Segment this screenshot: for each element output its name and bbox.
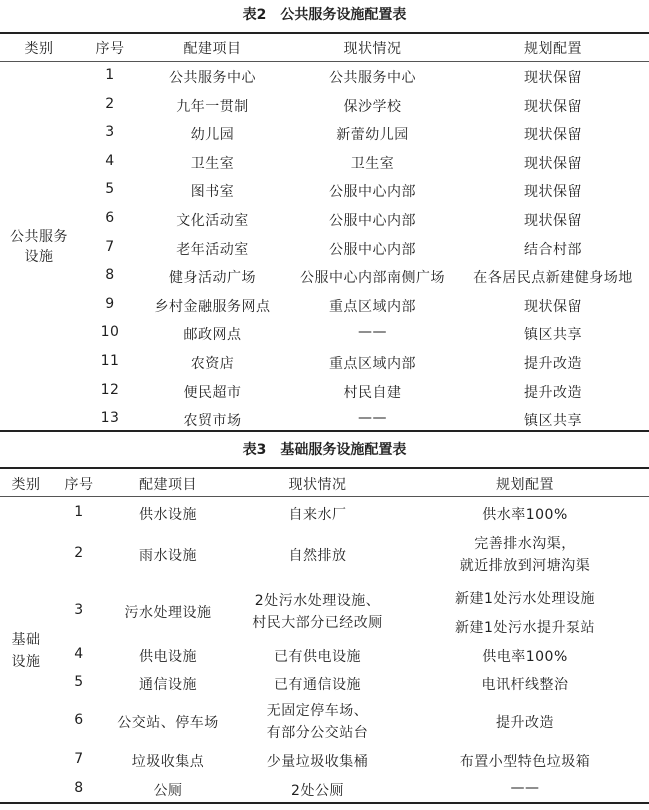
table3-header-number: 序号 [64, 477, 94, 493]
table2-category-line1: 公共服务 [10, 229, 68, 245]
table2-cell-number: 6 [105, 210, 115, 226]
table2-top-rule [0, 32, 649, 34]
table3-cell-plan: —— [510, 780, 540, 796]
table2-cell-status: —— [358, 324, 387, 341]
table3-cell-item: 垃圾收集点 [131, 754, 205, 770]
table2-cell-plan: 现状保留 [524, 213, 582, 229]
table2-cell-item: 公共服务中心 [169, 70, 256, 86]
table2-category-line2: 设施 [24, 249, 54, 265]
table2-cell-number: 12 [100, 381, 120, 398]
table2-cell-number: 11 [100, 353, 120, 369]
table2-cell-item: 乡村金融服务网点 [154, 298, 271, 315]
table2-cell-item: 便民超市 [183, 384, 242, 401]
table3-cell-number: 3 [74, 602, 84, 618]
table2-cell-status: 公服中心内部南侧广场 [300, 270, 445, 287]
table2-cell-status: 卫生室 [350, 155, 395, 172]
table3-cell-plan: 完善排水沟渠， [474, 536, 576, 552]
table2-header-item: 配建项目 [183, 41, 242, 57]
table2-header-number: 序号 [95, 41, 125, 57]
table3-title: 表3 基础服务设施配置表 [242, 442, 407, 458]
table2-cell-plan: 提升改造 [524, 384, 582, 401]
table2-cell-plan: 结合村部 [524, 241, 582, 258]
table3-cell-item: 公厕 [153, 783, 183, 799]
table2-cell-plan: 镇区共享 [524, 327, 582, 344]
table2-cell-status: 重点区域内部 [329, 356, 416, 372]
table2-cell-item: 老年活动室 [176, 241, 249, 258]
table3-cell-status: 自来水厂 [288, 507, 347, 523]
table2-cell-plan: 现状保留 [524, 70, 582, 86]
table3-cell-plan: 供水率100% [482, 507, 568, 523]
table2-cell-item: 卫生室 [190, 155, 235, 172]
table3-category-line1: 基础 [11, 632, 41, 648]
table3-cell-status: 有部分公交站台 [266, 725, 369, 741]
table3-header-item: 配建项目 [139, 477, 197, 493]
table2-cell-status: 重点区域内部 [329, 298, 416, 315]
table3-cell-status: 2处污水处理设施、 [254, 593, 381, 609]
table2-cell-plan: 现状保留 [524, 127, 582, 144]
table2-cell-number: 13 [100, 410, 120, 427]
table3-category-line2: 设施 [11, 654, 41, 670]
table2-cell-status: 公服中心内部 [329, 241, 416, 258]
table3-cell-item: 通信设施 [139, 677, 197, 693]
table2-cell-status: 公服中心内部 [329, 213, 416, 229]
table3-cell-item: 雨水设施 [139, 548, 197, 564]
table2-cell-item: 九年一贯制 [176, 98, 249, 115]
table2-cell-number: 9 [105, 295, 115, 312]
table3-cell-number: 8 [74, 780, 84, 796]
table2-cell-status: 新蕾幼儿园 [336, 127, 409, 144]
table3-cell-number: 6 [74, 712, 84, 728]
table3-cell-number: 4 [74, 646, 84, 662]
table3-cell-plan: 布置小型特色垃圾箱 [459, 754, 591, 770]
table2-header-category: 类别 [24, 41, 54, 57]
table2-cell-number: 8 [105, 267, 115, 284]
table3-header-status: 现状情况 [288, 477, 347, 493]
table3-cell-plan: 供电率100% [482, 649, 568, 665]
table3-cell-status: 村民大部分已经改厕 [252, 615, 383, 631]
table2-cell-item: 健身活动广场 [169, 270, 256, 287]
table2-cell-plan: 镇区共享 [524, 413, 582, 430]
table2-cell-plan: 现状保留 [524, 184, 582, 201]
table3-header-rule [0, 496, 649, 497]
table2-cell-item: 农资店 [190, 356, 235, 372]
table3-header-category: 类别 [11, 477, 41, 493]
table2-cell-plan: 现状保留 [524, 298, 582, 315]
table3-top-rule [0, 467, 649, 469]
table3-cell-status: 自然排放 [288, 548, 347, 564]
table2-cell-number: 7 [105, 238, 115, 255]
table3-cell-status: 已有通信设施 [274, 677, 361, 693]
table2-cell-item: 农贸市场 [183, 413, 242, 430]
table2-cell-item: 幼儿园 [190, 127, 235, 144]
table2-cell-plan: 现状保留 [524, 98, 582, 115]
table2-cell-status: —— [358, 410, 387, 427]
table3-cell-number: 5 [74, 674, 84, 690]
table2-cell-plan: 在各居民点新建健身场地 [473, 270, 633, 287]
table3-cell-status: 少量垃圾收集桶 [266, 754, 369, 770]
table2-cell-number: 5 [105, 181, 115, 198]
table2-cell-number: 4 [105, 152, 115, 169]
table2-cell-number: 10 [100, 324, 120, 341]
table2-header-plan: 规划配置 [524, 41, 582, 57]
table3-cell-plan: 电讯杆线整治 [481, 677, 569, 693]
table3-cell-number: 2 [74, 545, 84, 561]
table2-header-rule [0, 61, 649, 62]
table3-bottom-rule [0, 802, 649, 804]
table2-title: 表2 公共服务设施配置表 [242, 7, 407, 23]
table3-cell-plan: 新建1处污水提升泵站 [455, 620, 595, 636]
table2-cell-plan: 提升改造 [524, 356, 582, 372]
table3-cell-status: 2处公厕 [291, 783, 344, 799]
table2-cell-number: 1 [105, 67, 115, 83]
table3-cell-plan: 就近排放到河塘沟渠 [459, 558, 591, 574]
table2-cell-item: 图书室 [190, 184, 235, 201]
table2-cell-item: 邮政网点 [183, 327, 242, 344]
table2-cell-status: 村民自建 [343, 384, 402, 401]
table2-cell-item: 文化活动室 [176, 213, 249, 229]
table2-cell-plan: 现状保留 [524, 155, 582, 172]
table3-cell-status: 已有供电设施 [274, 649, 361, 665]
table3-cell-item: 污水处理设施 [124, 605, 212, 621]
table2-cell-number: 2 [105, 95, 115, 112]
table3-header-plan: 规划配置 [496, 477, 554, 493]
table2-header-status: 现状情况 [343, 41, 402, 57]
table3-cell-status: 无固定停车场、 [266, 703, 369, 719]
table2-cell-number: 3 [105, 124, 115, 141]
table3-cell-item: 供水设施 [139, 507, 197, 523]
table2-bottom-rule [0, 430, 649, 432]
table3-cell-item: 供电设施 [139, 649, 197, 665]
table3-cell-item: 公交站、停车场 [117, 715, 219, 731]
table2-cell-status: 公服中心内部 [329, 184, 416, 201]
table3-cell-number: 1 [74, 504, 84, 520]
table3-cell-plan: 新建1处污水处理设施 [455, 591, 595, 607]
table3-cell-plan: 提升改造 [496, 715, 554, 731]
table2-cell-status: 保沙学校 [343, 98, 402, 115]
table2-cell-status: 公共服务中心 [329, 70, 416, 86]
table3-cell-number: 7 [74, 751, 84, 767]
